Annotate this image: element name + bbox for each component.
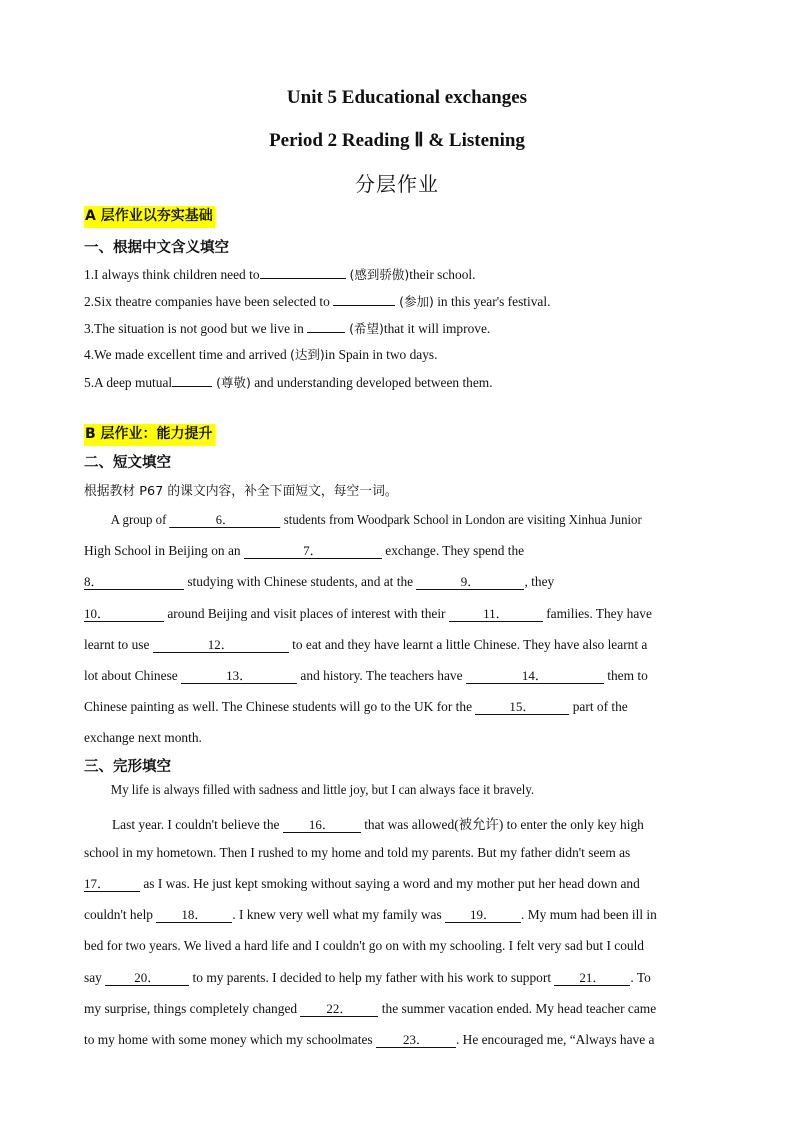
fill-item-2: 2.Six theatre companies have been selected to (参加) in this year's festival. xyxy=(84,291,550,310)
section-2-title: 二、短文填空 xyxy=(84,455,171,471)
cloze-line-9: to my home with some money which my schoolmates 23． . He encouraged me, “Always have a xyxy=(84,1032,655,1047)
passage-line-1: A group of 6． students from Woodpark School in London are visiting Xinhua Junior xyxy=(110,512,642,527)
passage-line-6: lot about Chinese 13． and history. The teachers have 14． them to xyxy=(84,668,648,683)
cloze-line-1: My life is always filled with sadness and little joy, but I can always face it bravely. xyxy=(110,782,535,797)
fill-item-1: 1.I always think children need to (感到骄傲)their school. xyxy=(84,264,475,283)
passage-line-4: 10． around Beijing and visit places of interest with their 11． families. They have xyxy=(84,606,652,621)
fill-item-5: 5.A deep mutual (尊敬) and understanding developed between them. xyxy=(84,372,493,391)
blank-19[interactable]: 19． xyxy=(445,908,521,923)
period-title: Period 2 Reading Ⅱ & Listening xyxy=(269,130,525,151)
cloze-line-6: bed for two years. We lived a hard life and I couldn't go on with my schooling. I felt very sad but I could xyxy=(84,938,645,953)
cloze-line-8: my surprise, things completely changed 22． the summer vacation ended. My head teacher came xyxy=(84,1001,657,1016)
blank-6[interactable]: 6． xyxy=(170,513,281,528)
blank-21[interactable]: 21． xyxy=(554,971,630,986)
cloze-line-7: say 20． to my parents. I decided to help my father with his work to support 21． . To xyxy=(84,970,651,985)
blank-17[interactable]: 17． xyxy=(84,877,140,892)
blank-11[interactable]: 11． xyxy=(449,607,543,622)
page-subtitle: 分层作业 xyxy=(355,172,439,196)
blank-8[interactable]: 8． xyxy=(84,575,184,590)
cloze-line-3: school in my hometown. Then I rushed to my home and told my parents. But my father didn't seem as xyxy=(84,845,631,860)
cloze-line-2: Last year. I couldn't believe the 16． that was allowed(被允许) to enter the only key high xyxy=(112,817,644,832)
passage-line-7: Chinese painting as well. The Chinese students will go to the UK for the 15． part of the xyxy=(84,699,628,714)
blank-7[interactable]: 7． xyxy=(244,544,382,559)
answer-blank-2[interactable] xyxy=(333,291,395,306)
level-a-label: A 层作业以夯实基础 xyxy=(84,206,215,228)
cloze-line-4: 17． as I was. He just kept smoking without saying a word and my mother put her head down and xyxy=(84,876,640,891)
unit-title: Unit 5 Educational exchanges xyxy=(286,87,528,108)
passage-line-8: exchange next month. xyxy=(84,730,202,745)
fill-item-4: 4.We made excellent time and arrived (达到)in Spain in two days. xyxy=(84,347,438,362)
blank-15[interactable]: 15． xyxy=(475,700,569,715)
fill-item-3: 3.The situation is not good but we live in (希望)that it will improve. xyxy=(84,318,490,337)
passage-line-5: learnt to use 12． to eat and they have learnt a little Chinese. They have also learnt a xyxy=(84,637,648,652)
blank-18[interactable]: 18． xyxy=(156,908,232,923)
section-1-title: 一、根据中文含义填空 xyxy=(84,240,229,256)
section-2-instruction: 根据教材 P67 的课文内容，补全下面短文，每空一词。 xyxy=(84,484,398,499)
passage-line-2: High School in Beijing on an 7． exchange. They spend the xyxy=(84,543,525,558)
blank-10[interactable]: 10． xyxy=(84,607,164,622)
answer-blank-3[interactable] xyxy=(307,318,345,333)
passage-line-3: 8． studying with Chinese students, and at the 9． , they xyxy=(84,574,555,589)
blank-20[interactable]: 20． xyxy=(105,971,189,986)
cloze-line-5: couldn't help 18． . I knew very well what my family was 19． . My mum had been ill in xyxy=(84,907,657,922)
blank-14[interactable]: 14． xyxy=(466,669,604,684)
answer-blank-5[interactable] xyxy=(172,372,212,387)
blank-13[interactable]: 13． xyxy=(181,669,297,684)
blank-16[interactable]: 16． xyxy=(283,818,361,833)
blank-23[interactable]: 23． xyxy=(376,1033,456,1048)
level-b-label: B 层作业：能力提升 xyxy=(84,424,215,446)
answer-blank-1[interactable] xyxy=(260,264,346,279)
section-3-title: 三、完形填空 xyxy=(84,759,171,775)
blank-9[interactable]: 9． xyxy=(416,575,524,590)
blank-22[interactable]: 22． xyxy=(300,1002,378,1017)
blank-12[interactable]: 12． xyxy=(153,638,289,653)
